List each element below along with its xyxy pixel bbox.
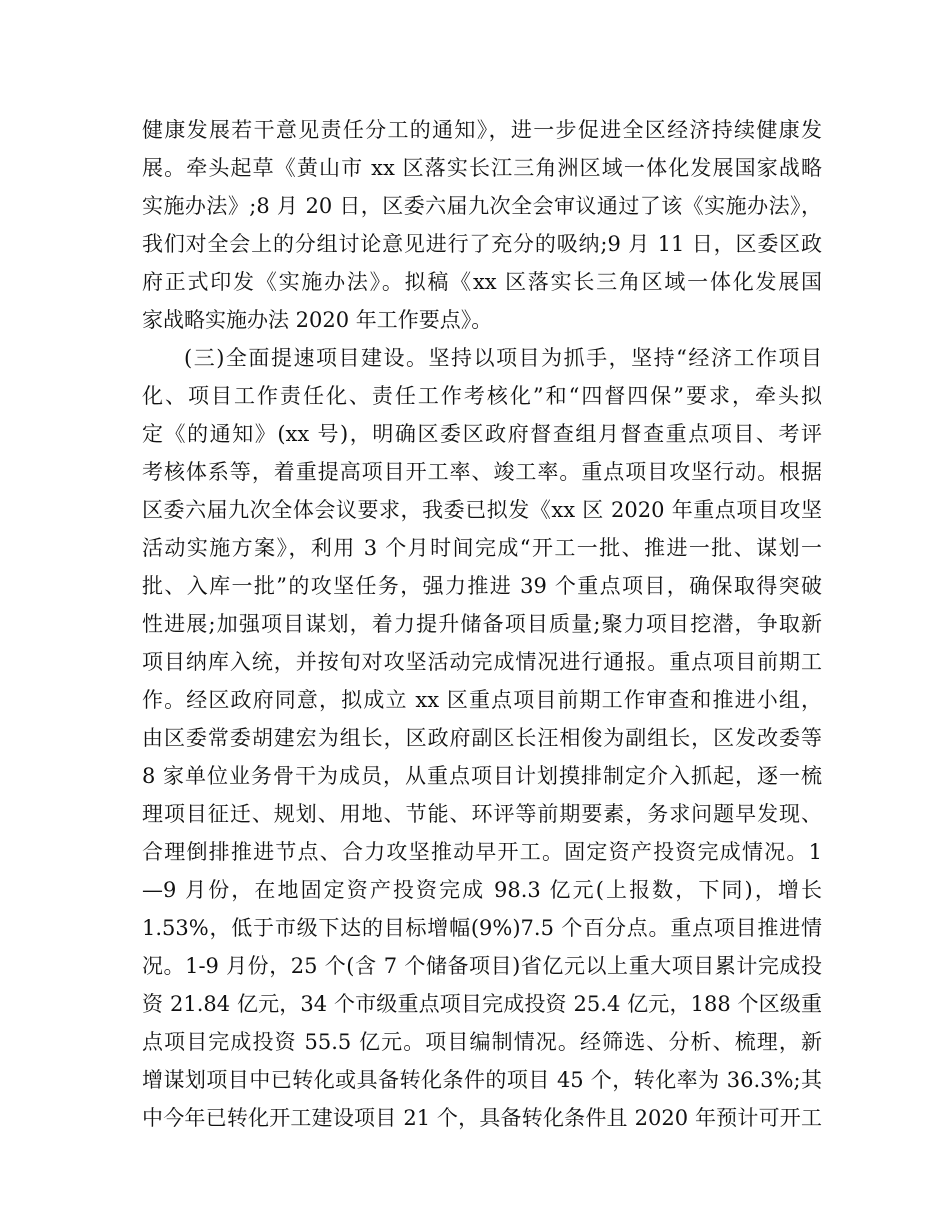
text-line: 1.53%，低于市级下达的目标增幅(9%)7.5 个百分点。重点项目推进情 (142, 916, 822, 940)
text-line: 况。1-9 月份，25 个(含 7 个储备项目)省亿元以上重大项目累计完成投 (142, 954, 822, 978)
text-line: 增谋划项目中已转化或具备转化条件的项目 45 个，转化率为 36.3%;其 (142, 1068, 822, 1092)
text-line: 活动实施方案》，利用 3 个月时间完成“开工一批、推进一批、谋划一 (142, 536, 822, 560)
text-line: 区委六届九次全体会议要求，我委已拟发《xx 区 2020 年重点项目攻坚 (142, 498, 822, 522)
text-line: 实施办法》;8 月 20 日，区委六届九次全会审议通过了该《实施办法》， (142, 194, 822, 218)
paragraph-first-line: (三)全面提速项目建设。坚持以项目为抓手，坚持“经济工作项目 (184, 346, 822, 370)
text-line: 考核体系等，着重提高项目开工率、竣工率。重点项目攻坚行动。根据 (142, 460, 822, 484)
text-line: 家战略实施办法 2020 年工作要点》。 (142, 308, 493, 332)
text-line: 中今年已转化开工建设项目 21 个，具备转化条件且 2020 年预计可开工 (142, 1106, 822, 1130)
text-line: 批、入库一批”的攻坚任务，强力推进 39 个重点项目，确保取得突破 (142, 574, 822, 598)
text-line: 资 21.84 亿元，34 个市级重点项目完成投资 25.4 亿元，188 个区级重 (142, 992, 822, 1016)
text-line: 化、项目工作责任化、责任工作考核化”和“四督四保”要求，牵头拟 (142, 384, 822, 408)
text-line: 8 家单位业务骨干为成员，从重点项目计划摸排制定介入抓起，逐一梳 (142, 764, 822, 788)
text-line: 项目纳库入统，并按旬对攻坚活动完成情况进行通报。重点项目前期工 (142, 650, 822, 674)
text-line: 理项目征迁、规划、用地、节能、环评等前期要素，务求问题早发现、 (142, 802, 822, 826)
text-line: 作。经区政府同意，拟成立 xx 区重点项目前期工作审查和推进小组， (142, 688, 822, 712)
text-line: 健康发展若干意见责任分工的通知》，进一步促进全区经济持续健康发 (142, 118, 822, 142)
text-line: 合理倒排推进节点、合力攻坚推动早开工。固定资产投资完成情况。1 (142, 840, 822, 864)
text-line: 由区委常委胡建宏为组长，区政府副区长汪相俊为副组长，区发改委等 (142, 726, 822, 750)
text-line: 府正式印发《实施办法》。拟稿《xx 区落实长三角区域一体化发展国 (142, 270, 822, 294)
text-line: 定《的通知》(xx 号)，明确区委区政府督查组月督查重点项目、考评 (142, 422, 822, 446)
text-line: 展。牵头起草《黄山市 xx 区落实长江三角洲区域一体化发展国家战略 (142, 156, 822, 180)
text-line: 点项目完成投资 55.5 亿元。项目编制情况。经筛选、分析、梳理，新 (142, 1030, 822, 1054)
text-line: 性进展;加强项目谋划，着力提升储备项目质量;聚力项目挖潜，争取新 (142, 612, 822, 636)
text-line: —9 月份，在地固定资产投资完成 98.3 亿元(上报数，下同)，增长 (142, 878, 822, 902)
text-line: 我们对全会上的分组讨论意见进行了充分的吸纳;9 月 11 日，区委区政 (142, 232, 822, 256)
